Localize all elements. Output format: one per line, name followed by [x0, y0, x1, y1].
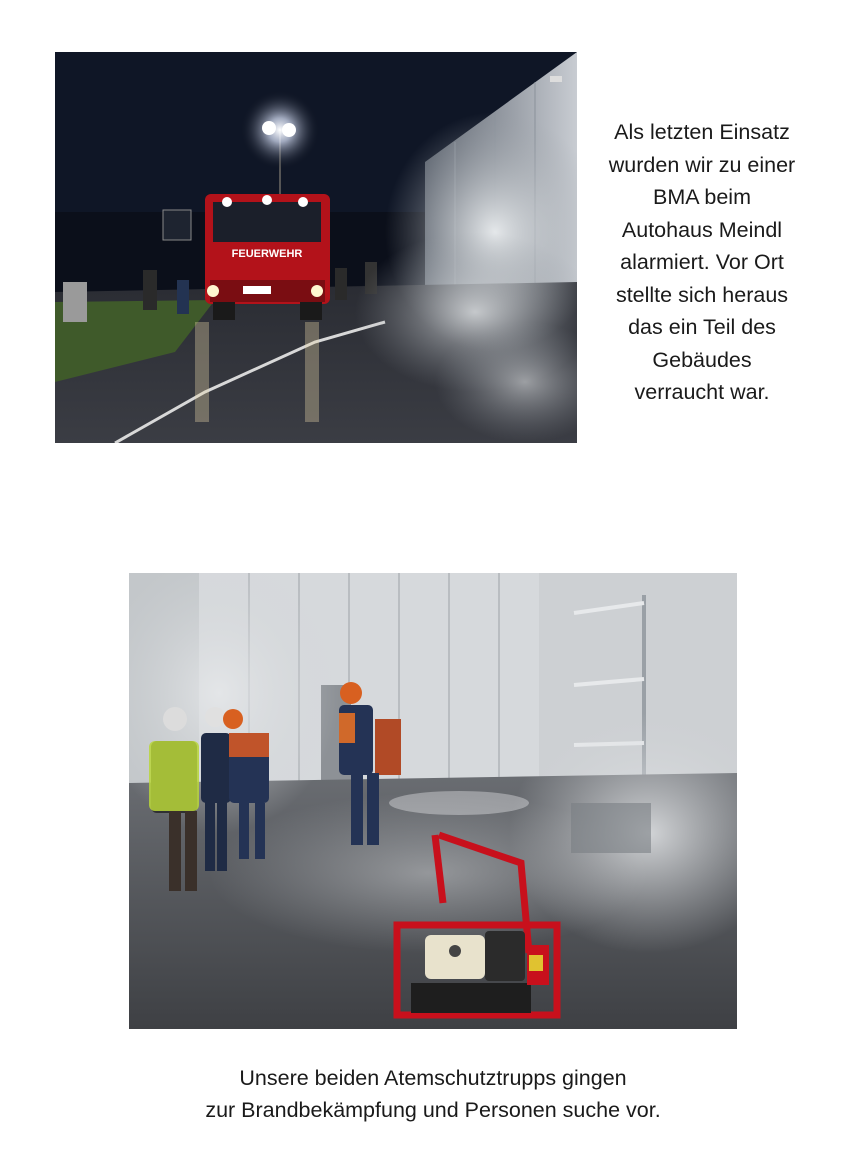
bottom-caption: Unsere beiden Atemschutztrupps gingen zur Brandbekämpfung und Personen suche vor.	[205, 1066, 661, 1122]
photo-fire-truck-night	[55, 52, 577, 443]
truck-label: FEUERWEHR	[231, 248, 303, 260]
side-caption: Als letzten Einsatz wurden wir zu einer BMA beim Autohaus Meindl alarmiert. Vor Ort stellte sich heraus das ein Teil des Gebäudes verraucht war.	[608, 120, 796, 404]
photo-fire-truck-illustration	[55, 52, 577, 443]
photo-smoky-hall	[129, 573, 737, 1029]
photo-smoky-hall-illustration	[129, 573, 737, 1029]
